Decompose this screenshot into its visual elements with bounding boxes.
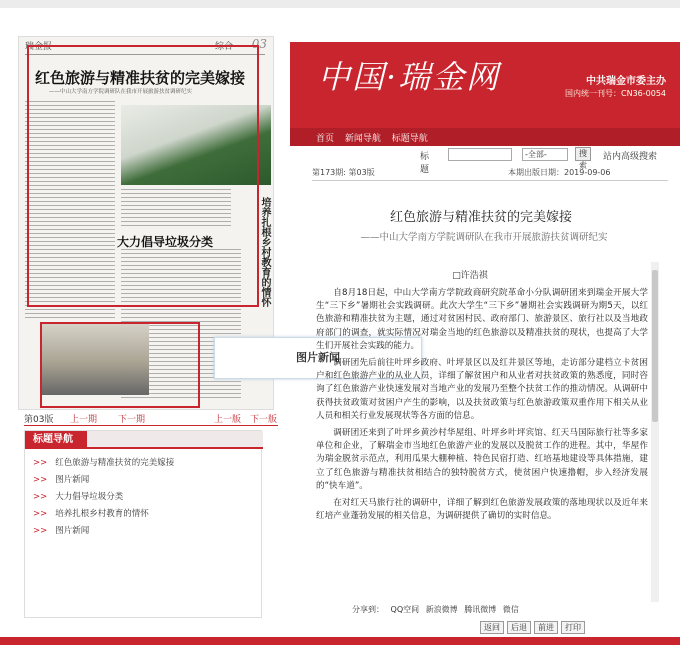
page-actions [480,621,588,634]
main-nav [316,131,436,144]
catalog-title: 标题导航 [25,431,87,449]
next-page-link[interactable]: 下一版 [250,415,278,425]
issue-info: 第173期: 第03版 [312,168,375,177]
top-strip [0,0,680,8]
article-author: □许浩祺 [452,271,488,281]
catalog-header [25,431,263,449]
search-label: 标题 [420,152,430,175]
share-bar [352,604,523,615]
article-body [316,287,648,595]
share-tencent-weibo[interactable]: 腾讯微博 [464,605,497,614]
article-highlight-region[interactable] [27,45,259,307]
catalog-item[interactable] [33,506,174,523]
photo-news-highlight-region[interactable] [40,322,200,408]
catalog-item-label[interactable]: 图片新闻 [55,475,90,485]
organizer-text: 中共瑞金市委主办 [586,76,666,87]
paper-page-number: 03 [251,37,267,51]
scrollbar-thumb[interactable] [652,270,658,422]
paper-small-headline: 大力倡导垃圾分类 [117,235,214,249]
article-paragraph: 调研团先后前往叶坪乡政府、叶坪景区以及红井景区等地，走访部分建档立卡贫困户和红色旅游产业的从业人员，详细了解贫困户和从业者对扶贫政策的熟悉度，同时咨询了红色旅游产业快速发展对当地产业的发展乃至整个扶贫工作的推动情况。从调研中获得扶贫政策对贫困户产生的影响，以及扶贫政策与红色旅游政策双重作用下相关从业人员和相关行业发展现状等各方面的信息。 [316,358,648,421]
nav-titles[interactable]: 标题导航 [391,134,428,144]
chevron-double-right-icon: >> [33,492,48,502]
chevron-double-right-icon: >> [33,509,48,519]
nav-news[interactable]: 新闻导航 [344,134,381,144]
paper-subheadline: ——中山大学南方学院调研队在我市开展旅游扶贫调研纪实 [49,89,193,95]
article-paragraph: 自8月18日起，中山大学南方学院政商研究院革命小分队调研团来到瑞金开展大学生“三下乡”暑期社会实践调研。此次大学生“三下乡”暑期社会实践调研为期5天，以红色旅游和精准扶贫为主题，通过对贫困村民、政府部门、旅游景区、旅行社以及当地政府部门的调查，就实际情况对瑞金当地的红色旅游以及精准扶贫的现状，也提高了大学生们开展社会实践的能力。 [316,288,648,351]
chevron-double-right-icon: >> [33,475,48,485]
forward-button[interactable]: 前进 [534,621,558,634]
paper-vertical-headline: 培养扎根乡村教育的情怀 [259,197,270,307]
nav-home[interactable]: 首页 [316,134,335,144]
catalog-item[interactable] [33,472,174,489]
catalog-item-label[interactable]: 大力倡导垃圾分类 [55,492,124,502]
share-wechat[interactable]: 微信 [502,605,519,614]
prev-issue-link[interactable]: 上一期 [70,415,98,425]
divider [24,425,278,426]
back-button[interactable]: 后退 [507,621,531,634]
footer-bar [0,637,680,645]
article-subtitle: ——中山大学南方学院调研队在我市开展旅游扶贫调研纪实 [360,232,608,243]
paper-headline: 红色旅游与精准扶贫的完美嫁接 [35,69,246,87]
catalog-item-label[interactable]: 图片新闻 [55,526,90,536]
chevron-double-right-icon: >> [33,526,48,536]
catalog-item[interactable] [33,489,174,506]
catalog-list [33,455,174,540]
article-paragraph: 调研团还来到了叶坪乡黄沙村华屋组、叶坪乡叶坪宾馆、红天马国际旅行社等多家单位和企业，了解瑞金市当地红色旅游产业的发展以及脱贫工作的进程。其中，华屋作为瑞金脱贫示范点，利用瓜果大棚种植、特色民宿打造、红培基地建设等具体措施，建立了红色旅游与精准扶贫相结合的独特脱贫方式，使贫困户快速撸帽，步入经济发展的“快车道”。 [316,428,648,491]
catalog-item-label[interactable]: 红色旅游与精准扶贫的完美嫁接 [55,458,175,468]
site-logo[interactable]: 中国·瑞金网 [318,58,501,96]
chevron-double-right-icon: >> [33,458,48,468]
article-paragraph: 在对红天马旅行社的调研中，详细了解到红色旅游发展政策的落地现状以及近年来红培产业蓬勃发展的相关信息，为调研提供了确切的实时信息。 [316,498,648,522]
search-input[interactable] [448,148,512,161]
article-title: 红色旅游与精准扶贫的完美嫁接 [389,210,572,225]
next-issue-link[interactable]: 下一期 [118,415,146,425]
search-button[interactable]: 搜索 [575,147,591,161]
prev-page-link[interactable]: 上一版 [214,415,242,425]
publish-date: 本期出版日期：2019-09-06 [508,168,611,177]
publication-number: 国内统一刊号：CN36-0054 [565,89,666,98]
share-label: 分享到： [352,605,384,614]
title-catalog [24,430,262,618]
paper-section: 综合 [215,42,234,52]
photo-news-tooltip: 图片新闻 [214,337,422,379]
divider [312,180,668,181]
return-button[interactable]: 返回 [480,621,504,634]
catalog-item-label[interactable]: 培养扎根乡村教育的情怀 [55,509,149,519]
print-button[interactable]: 打印 [561,621,585,634]
current-page-label: 第03版 [24,415,54,425]
share-sina-weibo[interactable]: 新浪微博 [425,605,458,614]
share-qzone[interactable]: QQ空间 [390,605,420,614]
catalog-item[interactable] [33,455,174,472]
search-scope-select[interactable]: -全部- [522,148,568,161]
catalog-item[interactable] [33,523,174,540]
paper-masthead-name: 瑞金报 [25,42,53,52]
advanced-search-link[interactable]: 站内高级搜索 [603,152,658,162]
